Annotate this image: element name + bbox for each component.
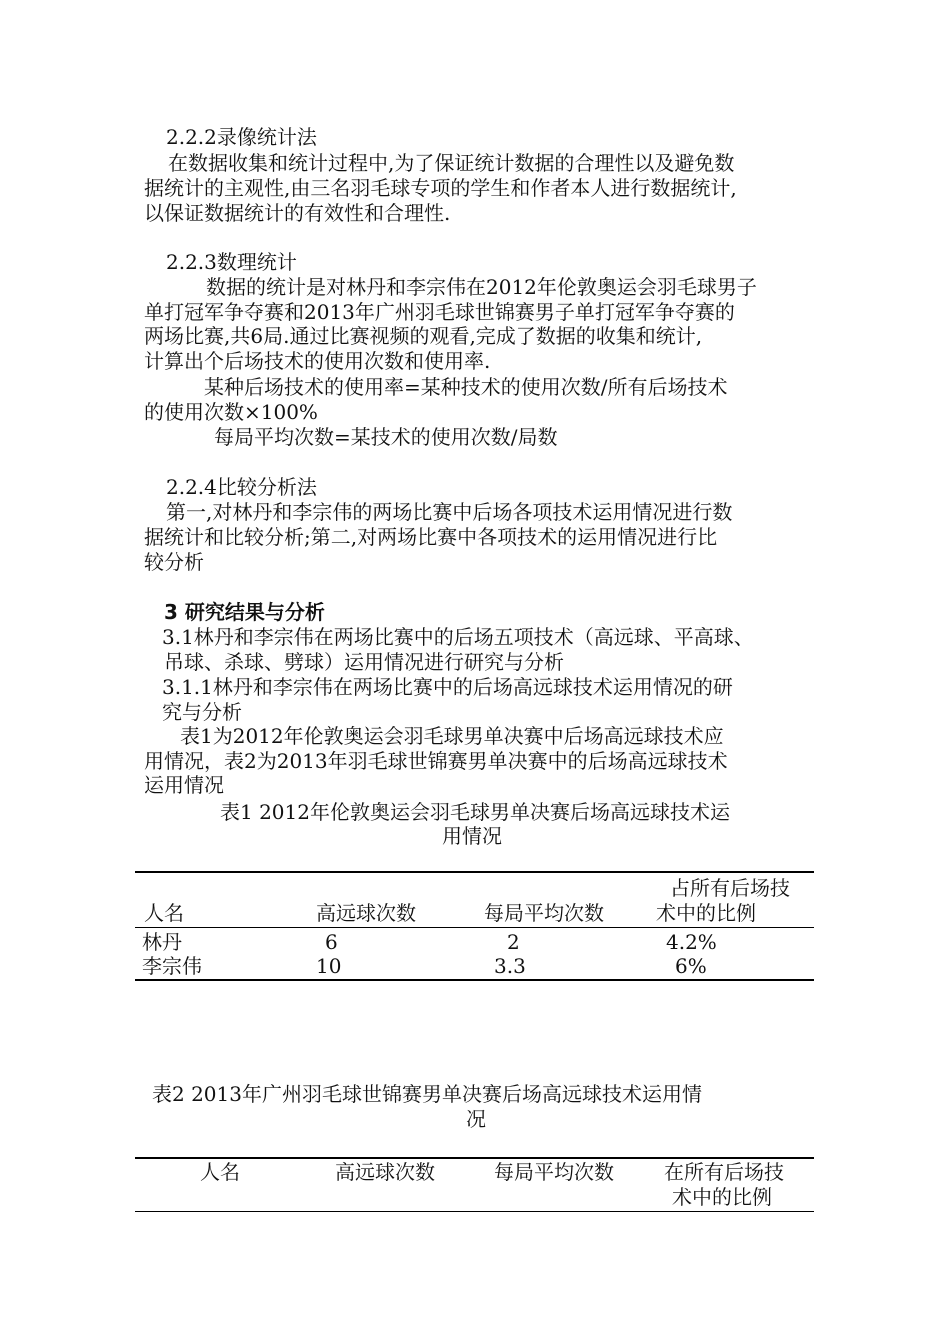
formula-average: 每局平均次数=某技术的使用次数/局数	[214, 425, 558, 449]
paragraph-line: 两场比赛,共6局.通过比赛视频的观看,完成了数据的收集和统计,	[144, 324, 703, 348]
section-heading-2-2-2: 2.2.2录像统计法	[166, 125, 317, 149]
subsection-heading-3-1-1-cont: 究与分析	[162, 700, 242, 724]
paragraph-line: 在数据收集和统计过程中,为了保证统计数据的合理性以及避免数	[168, 151, 735, 175]
table2-header-rule	[135, 1211, 814, 1212]
table1-header-rule	[135, 927, 814, 928]
paragraph-line: 用情况，表2为2013年羽毛球世锦赛男单决赛中的后场高远球技术	[144, 749, 728, 773]
formula-usage-rate: 某种后场技术的使用率=某种技术的使用次数/所有后场技术	[204, 375, 728, 399]
table1-cell: 3.3	[494, 954, 526, 978]
paragraph-line: 数据的统计是对林丹和李宗伟在2012年伦敦奥运会羽毛球男子	[206, 275, 757, 299]
table1-top-rule	[135, 871, 814, 873]
paragraph-line: 较分析	[144, 550, 204, 574]
paragraph-line: 据统计的主观性,由三名羽毛球专项的学生和作者本人进行数据统计,	[144, 176, 737, 200]
table1-cell: 10	[316, 954, 342, 978]
table2-header-avg: 每局平均次数	[494, 1160, 614, 1184]
paragraph-line: 第一,对林丹和李宗伟的两场比赛中后场各项技术运用情况进行数	[166, 500, 733, 524]
table1-cell: 6	[325, 930, 338, 954]
paragraph-line: 据统计和比较分析;第二,对两场比赛中各项技术的运用情况进行比	[144, 525, 718, 549]
paragraph-line: 表1为2012年伦敦奥运会羽毛球男单决赛中后场高远球技术应	[180, 724, 724, 748]
formula-usage-rate-cont: 的使用次数×100%	[144, 400, 318, 424]
table1-header-ratio: 占所有后场技	[670, 876, 790, 900]
table1-cell: 李宗伟	[142, 954, 202, 978]
paragraph-line: 计算出个后场技术的使用次数和使用率.	[144, 349, 491, 373]
table2-header-clears: 高远球次数	[335, 1160, 435, 1184]
table1-cell: 林丹	[142, 930, 182, 954]
table2-header-ratio-cont: 术中的比例	[672, 1185, 772, 1209]
subsection-heading-3-1: 3.1林丹和李宗伟在两场比赛中的后场五项技术（高远球、平高球、	[162, 625, 754, 649]
subsection-heading-3-1-cont: 吊球、杀球、劈球）运用情况进行研究与分析	[164, 650, 564, 674]
section-heading-2-2-4: 2.2.4比较分析法	[166, 475, 317, 499]
table1-header-name: 人名	[144, 901, 184, 925]
table2-caption: 表2 2013年广州羽毛球世锦赛男单决赛后场高远球技术运用情	[152, 1082, 702, 1106]
table1-cell: 4.2%	[666, 930, 717, 954]
table1-caption-cont: 用情况	[442, 824, 502, 848]
table2-header-name: 人名	[200, 1160, 240, 1184]
paragraph-line: 单打冠军争夺赛和2013年广州羽毛球世锦赛男子单打冠军争夺赛的	[144, 300, 735, 324]
table1-caption: 表1 2012年伦敦奥运会羽毛球男单决赛后场高远球技术运	[220, 800, 730, 824]
table1-cell: 2	[507, 930, 520, 954]
table2-caption-cont: 况	[466, 1107, 486, 1131]
paragraph-line: 运用情况	[144, 773, 224, 797]
table1-bottom-rule	[135, 979, 814, 981]
table1-cell: 6%	[675, 954, 707, 978]
table1-header-ratio-cont: 术中的比例	[656, 901, 756, 925]
table2-header-ratio: 在所有后场技	[664, 1160, 784, 1184]
paragraph-line: 以保证数据统计的有效性和合理性.	[144, 201, 451, 225]
subsection-heading-3-1-1: 3.1.1林丹和李宗伟在两场比赛中的后场高远球技术运用情况的研	[162, 675, 733, 699]
table2-top-rule	[135, 1157, 814, 1159]
section-heading-3: 3 研究结果与分析	[164, 600, 325, 624]
section-heading-2-2-3: 2.2.3数理统计	[166, 250, 297, 274]
table1-header-clears: 高远球次数	[316, 901, 416, 925]
table1-header-avg: 每局平均次数	[484, 901, 604, 925]
